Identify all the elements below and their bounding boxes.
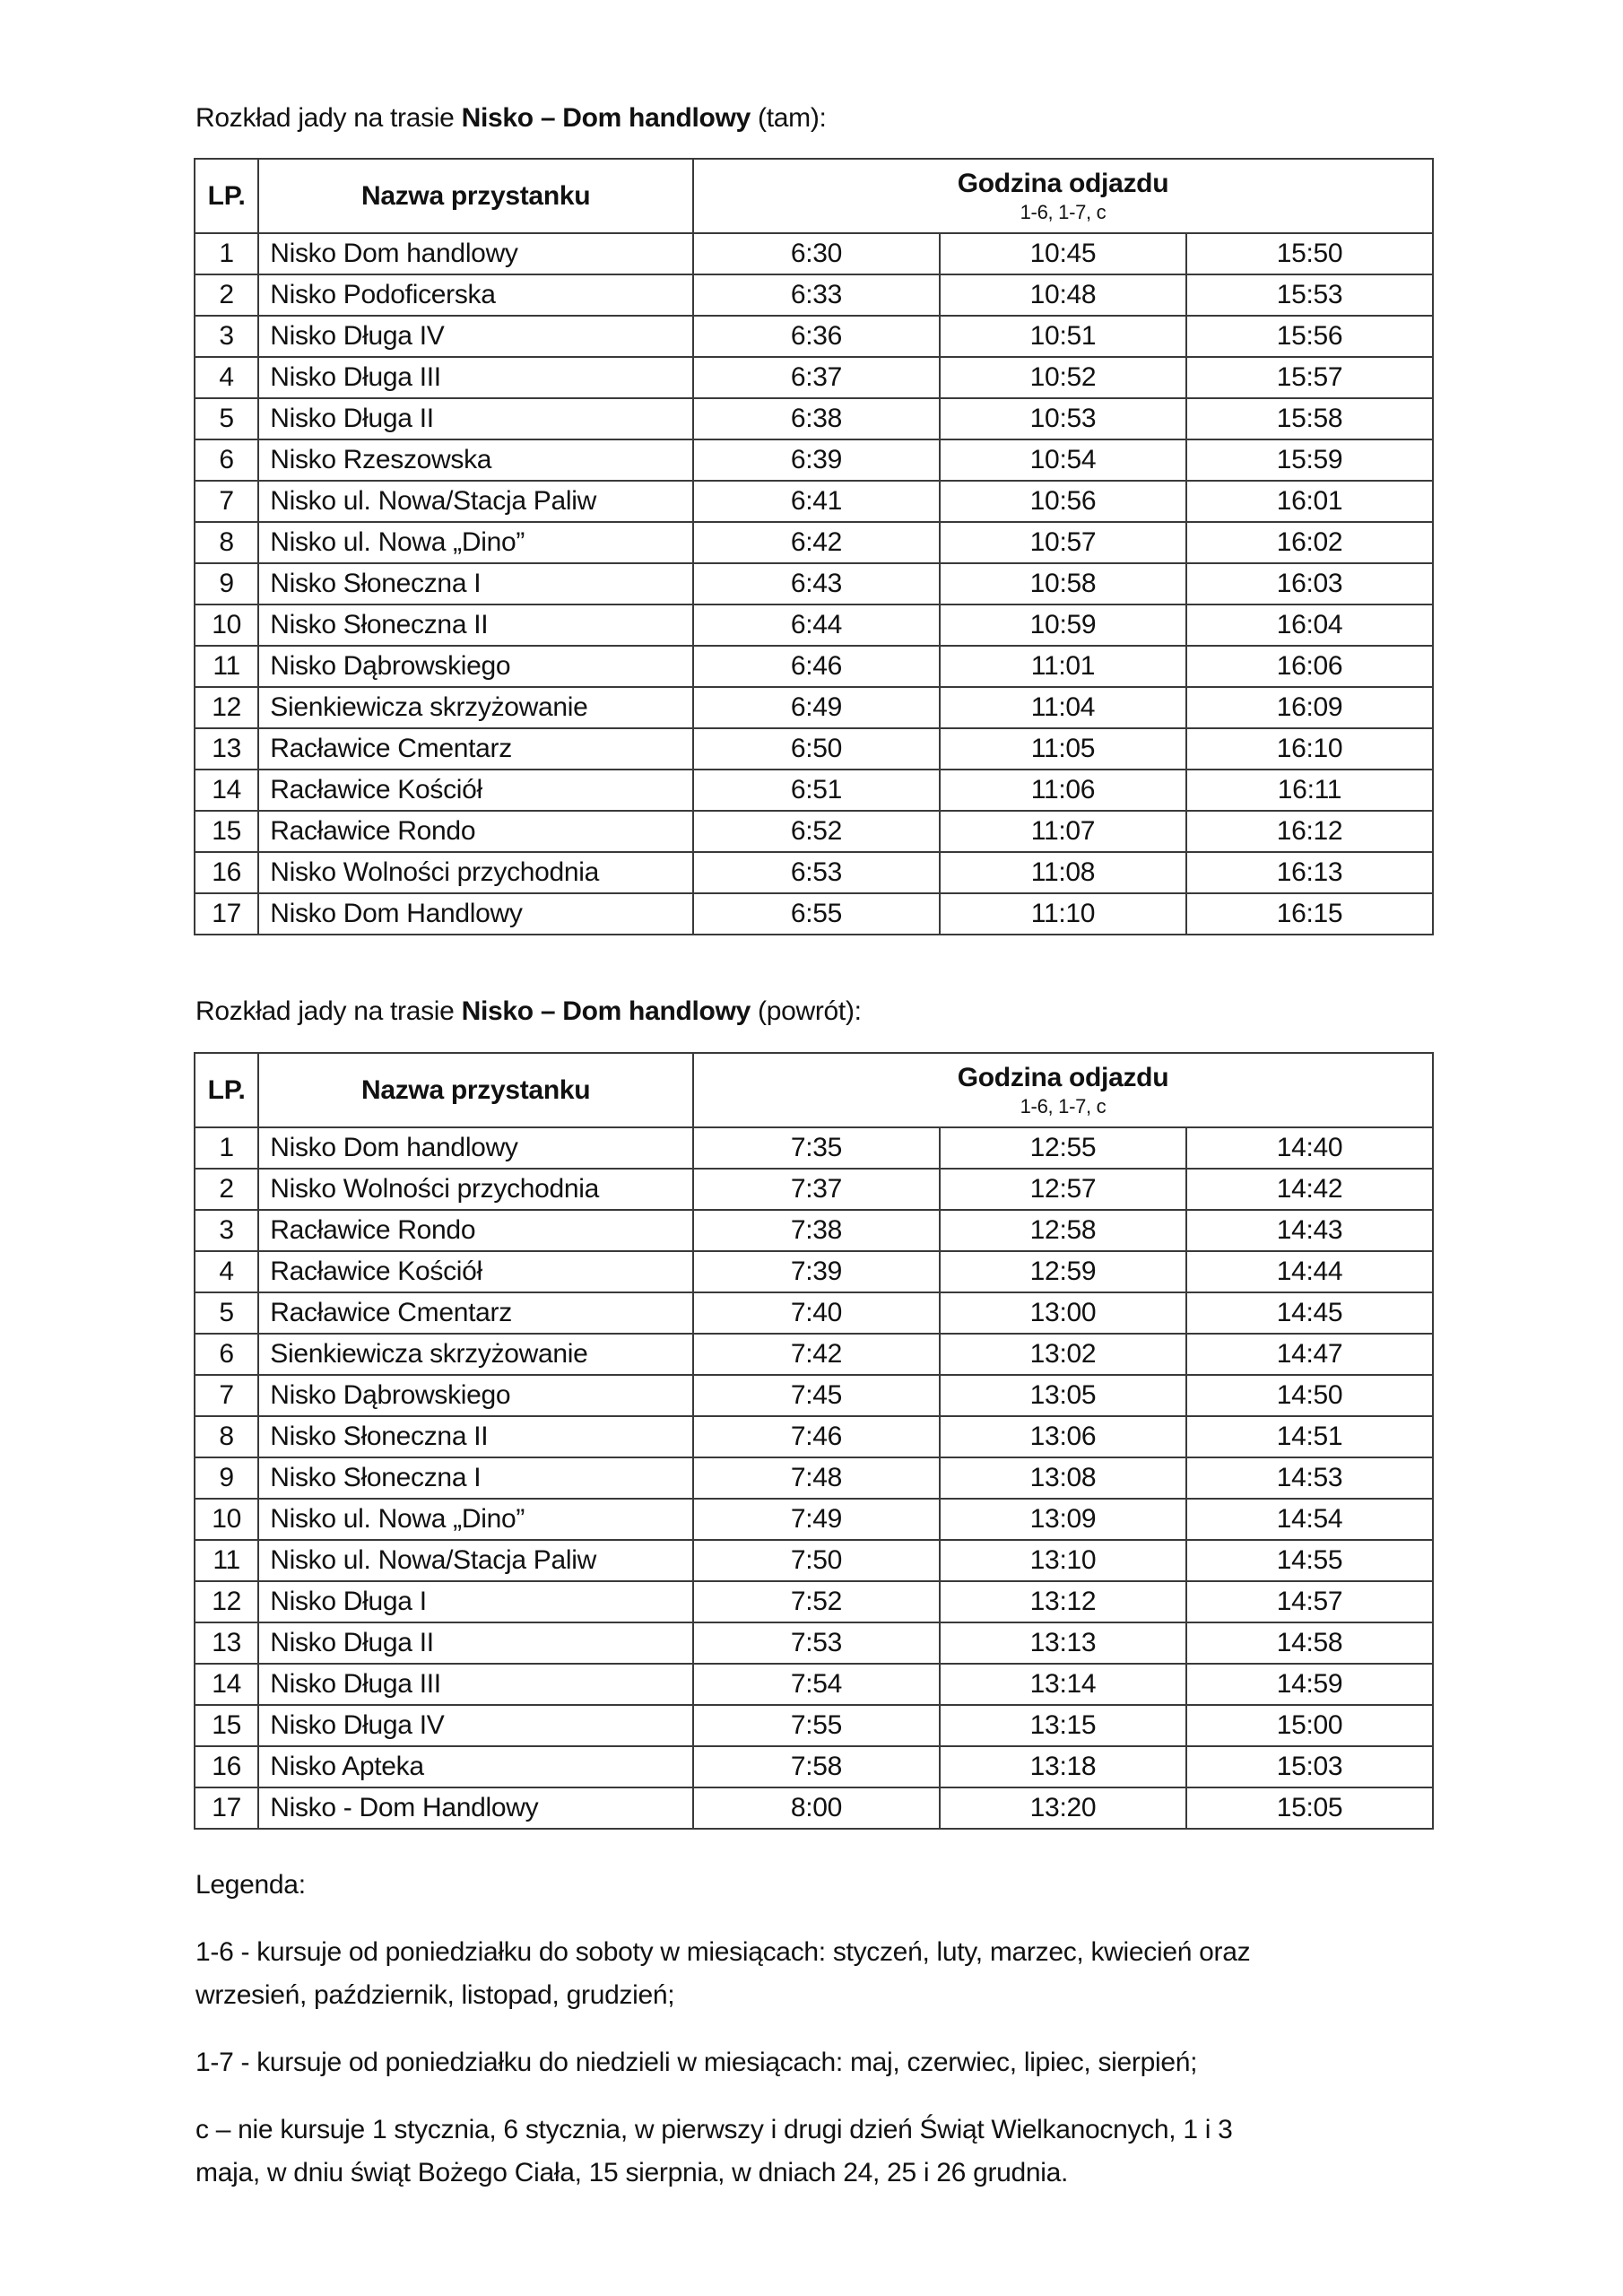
header-lp: LP.: [195, 1053, 258, 1127]
departure-time-1: 6:38: [693, 398, 940, 439]
header-departure-time: [693, 1053, 1433, 1127]
departure-time-2: 13:08: [940, 1457, 1186, 1499]
row-number: 6: [195, 439, 258, 481]
stop-name: Sienkiewicza skrzyżowanie: [258, 687, 693, 728]
row-number: 10: [195, 604, 258, 646]
table-row: [195, 1375, 1433, 1416]
schedule-title-outbound: [195, 100, 827, 136]
row-number: 3: [195, 1210, 258, 1251]
legend-line: wrzesień, październik, listopad, grudzień;: [195, 1980, 675, 2010]
table-row: [195, 563, 1433, 604]
stop-name: Nisko ul. Nowa „Dino”: [258, 1499, 693, 1540]
departure-time-1: 6:51: [693, 770, 940, 811]
table-header-row: [195, 1053, 1433, 1127]
departure-time-2: 13:18: [940, 1746, 1186, 1787]
stop-name: Nisko Apteka: [258, 1746, 693, 1787]
departure-time-1: 7:40: [693, 1292, 940, 1334]
departure-time-3: 14:50: [1186, 1375, 1433, 1416]
departure-time-2: 10:52: [940, 357, 1186, 398]
table-row: [195, 1499, 1433, 1540]
departure-time-3: 16:09: [1186, 687, 1433, 728]
stop-name: Racławice Kościół: [258, 1251, 693, 1292]
row-number: 12: [195, 1581, 258, 1622]
departure-time-3: 15:05: [1186, 1787, 1433, 1829]
departure-time-3: 16:04: [1186, 604, 1433, 646]
departure-time-1: 6:52: [693, 811, 940, 852]
departure-time-3: 15:59: [1186, 439, 1433, 481]
departure-time-3: 16:01: [1186, 481, 1433, 522]
departure-time-1: 6:33: [693, 274, 940, 316]
departure-time-3: 16:11: [1186, 770, 1433, 811]
row-number: 14: [195, 1664, 258, 1705]
table-row: [195, 1705, 1433, 1746]
stop-name: Nisko Długa III: [258, 1664, 693, 1705]
stop-name: Nisko Wolności przychodnia: [258, 1169, 693, 1210]
header-departure-time: [693, 159, 1433, 233]
table-row: [195, 398, 1433, 439]
title-suffix: (tam):: [750, 103, 827, 133]
departure-time-2: 11:06: [940, 770, 1186, 811]
row-number: 5: [195, 398, 258, 439]
stop-name: Nisko Podoficerska: [258, 274, 693, 316]
row-number: 3: [195, 316, 258, 357]
row-number: 13: [195, 728, 258, 770]
departure-time-1: 7:48: [693, 1457, 940, 1499]
stop-name: Nisko ul. Nowa/Stacja Paliw: [258, 481, 693, 522]
row-number: 11: [195, 646, 258, 687]
table-row: [195, 770, 1433, 811]
departure-time-2: 13:15: [940, 1705, 1186, 1746]
departure-time-3: 15:50: [1186, 233, 1433, 274]
table-row: [195, 439, 1433, 481]
stop-name: Nisko Długa IV: [258, 1705, 693, 1746]
departure-time-2: 13:02: [940, 1334, 1186, 1375]
departure-time-1: 6:39: [693, 439, 940, 481]
departure-time-1: 7:50: [693, 1540, 940, 1581]
departure-time-2: 10:54: [940, 439, 1186, 481]
departure-time-2: 10:59: [940, 604, 1186, 646]
row-number: 17: [195, 893, 258, 935]
legend: [195, 1864, 1451, 2195]
departure-time-2: 11:01: [940, 646, 1186, 687]
legend-line: maja, w dniu świąt Bożego Ciała, 15 sierpnia, w dniach 24, 25 i 26 grudnia.: [195, 2158, 1069, 2187]
row-number: 2: [195, 274, 258, 316]
legend-line: 1-6 - kursuje od poniedziałku do soboty w miesiącach: styczeń, luty, marzec, kwiecień oraz: [195, 1937, 1251, 1967]
departure-time-1: 7:42: [693, 1334, 940, 1375]
row-number: 7: [195, 1375, 258, 1416]
departure-time-3: 15:53: [1186, 274, 1433, 316]
table-row: [195, 1664, 1433, 1705]
row-number: 16: [195, 852, 258, 893]
row-number: 6: [195, 1334, 258, 1375]
departure-time-3: 14:51: [1186, 1416, 1433, 1457]
departure-time-1: 7:45: [693, 1375, 940, 1416]
departure-time-1: 6:44: [693, 604, 940, 646]
departure-time-3: 15:00: [1186, 1705, 1433, 1746]
departure-time-2: 11:04: [940, 687, 1186, 728]
row-number: 8: [195, 522, 258, 563]
table-row: [195, 1292, 1433, 1334]
departure-time-1: 6:43: [693, 563, 940, 604]
departure-time-3: 16:12: [1186, 811, 1433, 852]
table-row: [195, 1540, 1433, 1581]
table-row: [195, 1251, 1433, 1292]
row-number: 9: [195, 1457, 258, 1499]
departure-time-3: 15:57: [1186, 357, 1433, 398]
departure-time-2: 10:45: [940, 233, 1186, 274]
departure-time-1: 7:35: [693, 1127, 940, 1169]
table-row: [195, 233, 1433, 274]
departure-time-3: 16:06: [1186, 646, 1433, 687]
row-number: 15: [195, 1705, 258, 1746]
table-header-row: [195, 159, 1433, 233]
departure-time-3: 15:56: [1186, 316, 1433, 357]
departure-time-1: 8:00: [693, 1787, 940, 1829]
schedule-title-return: [195, 994, 862, 1030]
departure-time-3: 16:13: [1186, 852, 1433, 893]
departure-time-1: 7:49: [693, 1499, 940, 1540]
table-row: [195, 1457, 1433, 1499]
stop-name: Nisko Dąbrowskiego: [258, 646, 693, 687]
departure-time-2: 11:05: [940, 728, 1186, 770]
row-number: 8: [195, 1416, 258, 1457]
stop-name: Nisko Rzeszowska: [258, 439, 693, 481]
row-number: 1: [195, 233, 258, 274]
departure-time-1: 7:37: [693, 1169, 940, 1210]
departure-time-3: 14:40: [1186, 1127, 1433, 1169]
departure-time-1: 6:42: [693, 522, 940, 563]
departure-time-3: 14:47: [1186, 1334, 1433, 1375]
table-row: [195, 728, 1433, 770]
departure-time-1: 6:53: [693, 852, 940, 893]
header-departure-main: Godzina odjazdu: [957, 1062, 1169, 1092]
departure-time-3: 14:54: [1186, 1499, 1433, 1540]
title-prefix: Rozkład jady na trasie: [195, 103, 462, 133]
table-row: [195, 1169, 1433, 1210]
row-number: 14: [195, 770, 258, 811]
departure-time-1: 7:39: [693, 1251, 940, 1292]
departure-time-2: 13:14: [940, 1664, 1186, 1705]
title-route: Nisko – Dom handlowy: [461, 103, 751, 133]
departure-time-2: 10:56: [940, 481, 1186, 522]
stop-name: Sienkiewicza skrzyżowanie: [258, 1334, 693, 1375]
departure-time-2: 10:57: [940, 522, 1186, 563]
header-departure-sub: 1-6, 1-7, c: [1020, 200, 1107, 223]
departure-time-1: 6:30: [693, 233, 940, 274]
stop-name: Nisko Słoneczna II: [258, 1416, 693, 1457]
table-row: [195, 481, 1433, 522]
stop-name: Nisko Dom handlowy: [258, 233, 693, 274]
departure-time-2: 13:05: [940, 1375, 1186, 1416]
departure-time-3: 15:03: [1186, 1746, 1433, 1787]
legend-line: c – nie kursuje 1 stycznia, 6 stycznia, w pierwszy i drugi dzień Świąt Wielkanocnych, 1 i 3: [195, 2115, 1233, 2144]
departure-time-3: 16:02: [1186, 522, 1433, 563]
row-number: 7: [195, 481, 258, 522]
departure-time-1: 7:55: [693, 1705, 940, 1746]
departure-time-2: 13:06: [940, 1416, 1186, 1457]
stop-name: Nisko Słoneczna I: [258, 563, 693, 604]
table-row: [195, 852, 1433, 893]
timetable-return: [194, 1052, 1434, 1830]
departure-time-3: 14:55: [1186, 1540, 1433, 1581]
stop-name: Nisko Słoneczna II: [258, 604, 693, 646]
title-prefix: Rozkład jady na trasie: [195, 996, 462, 1026]
departure-time-1: 7:58: [693, 1746, 940, 1787]
departure-time-3: 16:03: [1186, 563, 1433, 604]
departure-time-2: 11:07: [940, 811, 1186, 852]
header-departure-main: Godzina odjazdu: [957, 168, 1169, 198]
departure-time-2: 13:12: [940, 1581, 1186, 1622]
row-number: 2: [195, 1169, 258, 1210]
stop-name: Nisko Długa III: [258, 357, 693, 398]
header-stop-name: Nazwa przystanku: [258, 159, 693, 233]
row-number: 13: [195, 1622, 258, 1664]
timetable-outbound: [194, 158, 1434, 935]
departure-time-3: 14:44: [1186, 1251, 1433, 1292]
table-row: [195, 357, 1433, 398]
departure-time-2: 13:00: [940, 1292, 1186, 1334]
table-row: [195, 811, 1433, 852]
departure-time-3: 15:58: [1186, 398, 1433, 439]
stop-name: Nisko Wolności przychodnia: [258, 852, 693, 893]
departure-time-1: 7:53: [693, 1622, 940, 1664]
row-number: 4: [195, 357, 258, 398]
departure-time-2: 13:10: [940, 1540, 1186, 1581]
departure-time-2: 13:20: [940, 1787, 1186, 1829]
stop-name: Nisko Słoneczna I: [258, 1457, 693, 1499]
departure-time-2: 11:10: [940, 893, 1186, 935]
row-number: 9: [195, 563, 258, 604]
departure-time-2: 12:55: [940, 1127, 1186, 1169]
departure-time-1: 7:38: [693, 1210, 940, 1251]
table-row: [195, 274, 1433, 316]
departure-time-1: 6:55: [693, 893, 940, 935]
departure-time-2: 10:51: [940, 316, 1186, 357]
table-row: [195, 316, 1433, 357]
stop-name: Nisko ul. Nowa/Stacja Paliw: [258, 1540, 693, 1581]
departure-time-3: 14:59: [1186, 1664, 1433, 1705]
departure-time-1: 6:36: [693, 316, 940, 357]
stop-name: Nisko Długa I: [258, 1581, 693, 1622]
row-number: 11: [195, 1540, 258, 1581]
departure-time-3: 14:42: [1186, 1169, 1433, 1210]
departure-time-1: 6:49: [693, 687, 940, 728]
row-number: 5: [195, 1292, 258, 1334]
header-lp: LP.: [195, 159, 258, 233]
departure-time-2: 12:59: [940, 1251, 1186, 1292]
departure-time-1: 6:46: [693, 646, 940, 687]
table-row: [195, 1581, 1433, 1622]
table-row: [195, 1746, 1433, 1787]
table-row: [195, 1127, 1433, 1169]
departure-time-1: 7:52: [693, 1581, 940, 1622]
legend-item-c: [195, 2109, 1451, 2195]
stop-name: Racławice Cmentarz: [258, 728, 693, 770]
departure-time-3: 14:57: [1186, 1581, 1433, 1622]
header-stop-name: Nazwa przystanku: [258, 1053, 693, 1127]
stop-name: Nisko ul. Nowa „Dino”: [258, 522, 693, 563]
stop-name: Nisko Długa II: [258, 1622, 693, 1664]
departure-time-1: 7:54: [693, 1664, 940, 1705]
header-departure-sub: 1-6, 1-7, c: [1020, 1094, 1107, 1118]
row-number: 10: [195, 1499, 258, 1540]
stop-name: Nisko Długa II: [258, 398, 693, 439]
departure-time-3: 14:53: [1186, 1457, 1433, 1499]
table-row: [195, 687, 1433, 728]
stop-name: Nisko Dom Handlowy: [258, 893, 693, 935]
departure-time-3: 16:10: [1186, 728, 1433, 770]
departure-time-2: 12:57: [940, 1169, 1186, 1210]
departure-time-2: 13:09: [940, 1499, 1186, 1540]
departure-time-2: 10:48: [940, 274, 1186, 316]
title-suffix: (powrót):: [750, 996, 862, 1026]
legend-heading: Legenda:: [195, 1870, 306, 1900]
table-row: [195, 1210, 1433, 1251]
departure-time-3: 14:43: [1186, 1210, 1433, 1251]
title-route: Nisko – Dom handlowy: [461, 996, 751, 1026]
table-row: [195, 1787, 1433, 1829]
departure-time-3: 14:45: [1186, 1292, 1433, 1334]
stop-name: Racławice Kościół: [258, 770, 693, 811]
stop-name: Nisko - Dom Handlowy: [258, 1787, 693, 1829]
table-row: [195, 604, 1433, 646]
stop-name: Nisko Długa IV: [258, 316, 693, 357]
row-number: 12: [195, 687, 258, 728]
legend-line: 1-7 - kursuje od poniedziałku do niedzieli w miesiącach: maj, czerwiec, lipiec, sierpień;: [195, 2048, 1198, 2077]
departure-time-2: 13:13: [940, 1622, 1186, 1664]
departure-time-1: 7:46: [693, 1416, 940, 1457]
table-row: [195, 893, 1433, 935]
row-number: 1: [195, 1127, 258, 1169]
table-row: [195, 1334, 1433, 1375]
table-row: [195, 522, 1433, 563]
stop-name: Nisko Dąbrowskiego: [258, 1375, 693, 1416]
departure-time-1: 6:37: [693, 357, 940, 398]
table-row: [195, 1622, 1433, 1664]
departure-time-3: 14:58: [1186, 1622, 1433, 1664]
stop-name: Racławice Rondo: [258, 811, 693, 852]
row-number: 16: [195, 1746, 258, 1787]
departure-time-1: 6:41: [693, 481, 940, 522]
legend-item-1-7: [195, 2041, 1451, 2084]
table-row: [195, 646, 1433, 687]
departure-time-2: 11:08: [940, 852, 1186, 893]
legend-item-1-6: [195, 1931, 1451, 2017]
departure-time-1: 6:50: [693, 728, 940, 770]
row-number: 4: [195, 1251, 258, 1292]
row-number: 15: [195, 811, 258, 852]
departure-time-3: 16:15: [1186, 893, 1433, 935]
stop-name: Racławice Cmentarz: [258, 1292, 693, 1334]
table-row: [195, 1416, 1433, 1457]
stop-name: Racławice Rondo: [258, 1210, 693, 1251]
row-number: 17: [195, 1787, 258, 1829]
departure-time-2: 10:58: [940, 563, 1186, 604]
departure-time-2: 10:53: [940, 398, 1186, 439]
departure-time-2: 12:58: [940, 1210, 1186, 1251]
stop-name: Nisko Dom handlowy: [258, 1127, 693, 1169]
